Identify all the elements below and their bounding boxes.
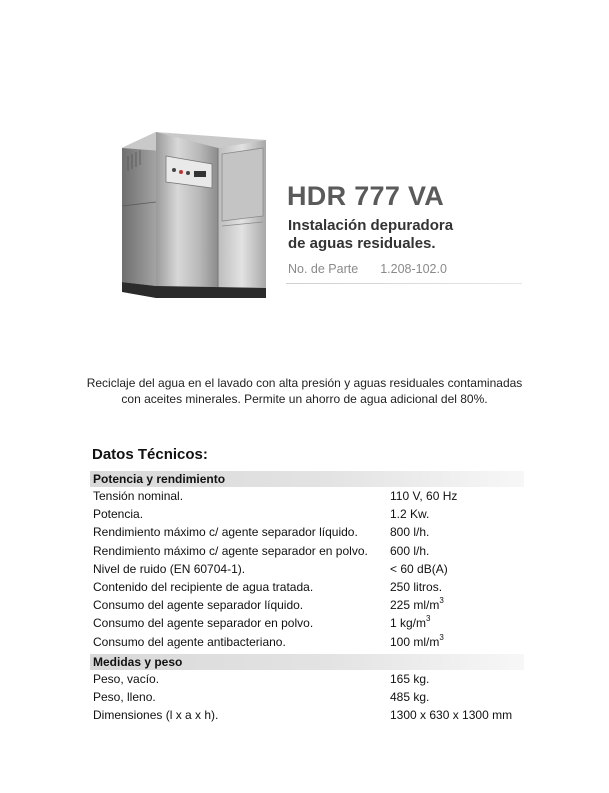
part-number-label: No. de Parte [288, 262, 359, 276]
group-header: Potencia y rendimiento [90, 471, 524, 487]
description-line-2: con aceites minerales. Permite un ahorro de agua adicional del 80%. [121, 392, 488, 406]
spec-value: 600 l/h. [390, 543, 430, 558]
spec-label: Nivel de ruido (EN 60704-1). [93, 561, 246, 576]
spec-value [390, 596, 444, 614]
spec-value-text: 225 ml/m [390, 598, 440, 613]
spec-row [90, 688, 524, 706]
spec-label: Rendimiento máximo c/ agente separador líquido. [93, 525, 358, 540]
subtitle-line-1: Instalación depuradora [288, 217, 454, 234]
spec-value: 250 litros. [390, 579, 443, 594]
product-photo [118, 126, 268, 304]
group-header: Medidas y peso [90, 654, 524, 670]
spec-value: < 60 dB(A) [390, 561, 448, 576]
specs-title: Datos Técnicos: [92, 446, 208, 463]
spec-value [390, 614, 430, 632]
spec-label: Consumo del agente separador líquido. [93, 598, 304, 613]
spec-label: Peso, lleno. [93, 690, 156, 705]
product-description [60, 375, 549, 407]
product-title: HDR 777 VA [287, 181, 445, 211]
product-subtitle [288, 217, 453, 253]
title-divider [286, 283, 522, 284]
spec-row [90, 614, 524, 632]
spec-value: 165 kg. [390, 672, 430, 686]
subtitle-line-2: de aguas residuales. [288, 235, 436, 252]
spec-row [90, 505, 524, 523]
spec-label: Consumo del agente separador en polvo. [93, 616, 314, 631]
part-number-value: 1.208-102.0 [380, 262, 447, 276]
spec-value [390, 633, 444, 651]
spec-label: Potencia. [93, 507, 144, 522]
spec-row [90, 487, 524, 505]
spec-value: 485 kg. [390, 690, 430, 705]
spec-row [90, 578, 524, 596]
superscript: 3 [439, 632, 444, 642]
spec-row [90, 523, 524, 541]
spec-row [90, 596, 524, 614]
specs-group-dimensions [90, 654, 524, 725]
specs-group-power [90, 471, 524, 651]
spec-value-text: 100 ml/m [390, 634, 440, 649]
spec-row [90, 542, 524, 560]
spec-label: Dimensiones (l x a x h). [93, 708, 219, 723]
spec-value: 110 V, 60 Hz [390, 489, 458, 503]
spec-label: Tensión nominal. [93, 489, 184, 503]
spec-value: 1.2 Kw. [390, 507, 430, 522]
spec-label: Rendimiento máximo c/ agente separador en polvo. [93, 543, 368, 558]
spec-row [90, 670, 524, 688]
superscript: 3 [439, 596, 444, 606]
description-line-1: Reciclaje del agua en el lavado con alta presión y aguas residuales contaminadas [86, 376, 523, 390]
spec-row [90, 560, 524, 578]
part-number-line [288, 262, 447, 276]
superscript: 3 [426, 614, 431, 624]
spec-value-text: 1 kg/m [390, 616, 427, 631]
spec-row [90, 706, 524, 724]
spec-row [90, 633, 524, 651]
spec-label: Peso, vacío. [93, 672, 160, 686]
spec-label: Consumo del agente antibacteriano. [93, 634, 286, 649]
spec-value: 1300 x 630 x 1300 mm [390, 708, 513, 723]
spec-value: 800 l/h. [390, 525, 430, 540]
spec-label: Contenido del recipiente de agua tratada. [93, 579, 314, 594]
